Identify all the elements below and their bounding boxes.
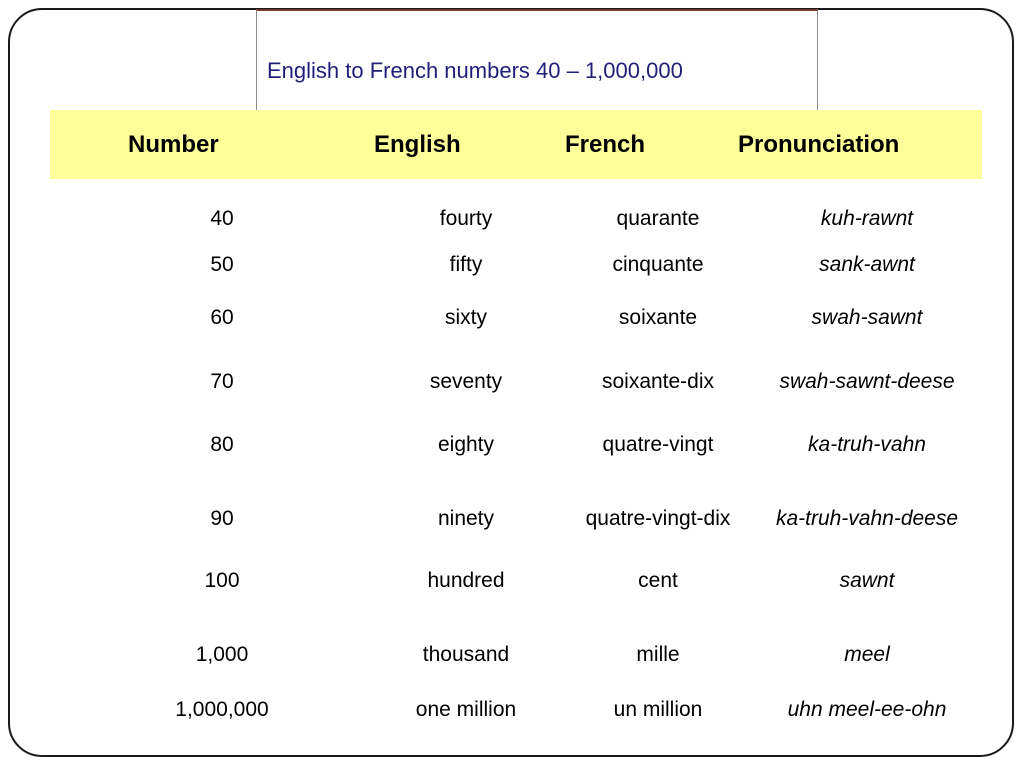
header-pronunciation: Pronunciation (738, 131, 900, 158)
cell-english: fourty (439, 207, 493, 230)
cell-english: ninety (437, 507, 495, 530)
cell-french: un million (613, 698, 703, 721)
cell-number: 100 (204, 569, 240, 592)
cell-french: cent (638, 569, 678, 592)
cell-pronunciation: uhn meel-ee-ohn (787, 698, 947, 721)
cell-pronunciation: sank-awnt (819, 253, 915, 276)
cell-pronunciation: swah-sawnt-deese (779, 370, 955, 393)
cell-number: 60 (210, 306, 234, 329)
cell-english: fifty (449, 253, 483, 276)
cell-pronunciation: ka-truh-vahn (808, 433, 926, 456)
cell-number: 40 (210, 207, 234, 230)
cell-number: 90 (210, 507, 234, 530)
cell-french: mille (636, 643, 680, 666)
cell-english: one million (415, 698, 517, 721)
cell-number: 50 (210, 253, 234, 276)
cell-english: sixty (445, 306, 487, 329)
cell-french: soixante-dix (601, 370, 715, 393)
header-number: Number (128, 131, 219, 158)
cell-number: 80 (210, 433, 234, 456)
cell-french: soixante (618, 306, 698, 329)
slide-title: English to French numbers 40 – 1,000,000 (267, 58, 683, 83)
cell-english: thousand (422, 643, 510, 666)
cell-number: 1,000,000 (175, 698, 269, 721)
cell-pronunciation: kuh-rawnt (820, 207, 914, 230)
cell-english: seventy (429, 370, 503, 393)
cell-number: 70 (210, 370, 234, 393)
cell-pronunciation: sawnt (839, 569, 895, 592)
cell-french: quatre-vingt-dix (585, 507, 731, 530)
cell-french: cinquante (612, 253, 704, 276)
cell-number: 1,000 (195, 643, 249, 666)
header-french: French (565, 131, 646, 158)
cell-pronunciation: swah-sawnt (811, 306, 923, 329)
cell-french: quarante (616, 207, 700, 230)
cell-french: quatre-vingt (602, 433, 714, 456)
cell-english: hundred (427, 569, 505, 592)
cell-pronunciation: meel (844, 643, 890, 666)
cell-english: eighty (437, 433, 495, 456)
header-english: English (374, 131, 461, 158)
cell-pronunciation: ka-truh-vahn-deese (775, 507, 959, 530)
